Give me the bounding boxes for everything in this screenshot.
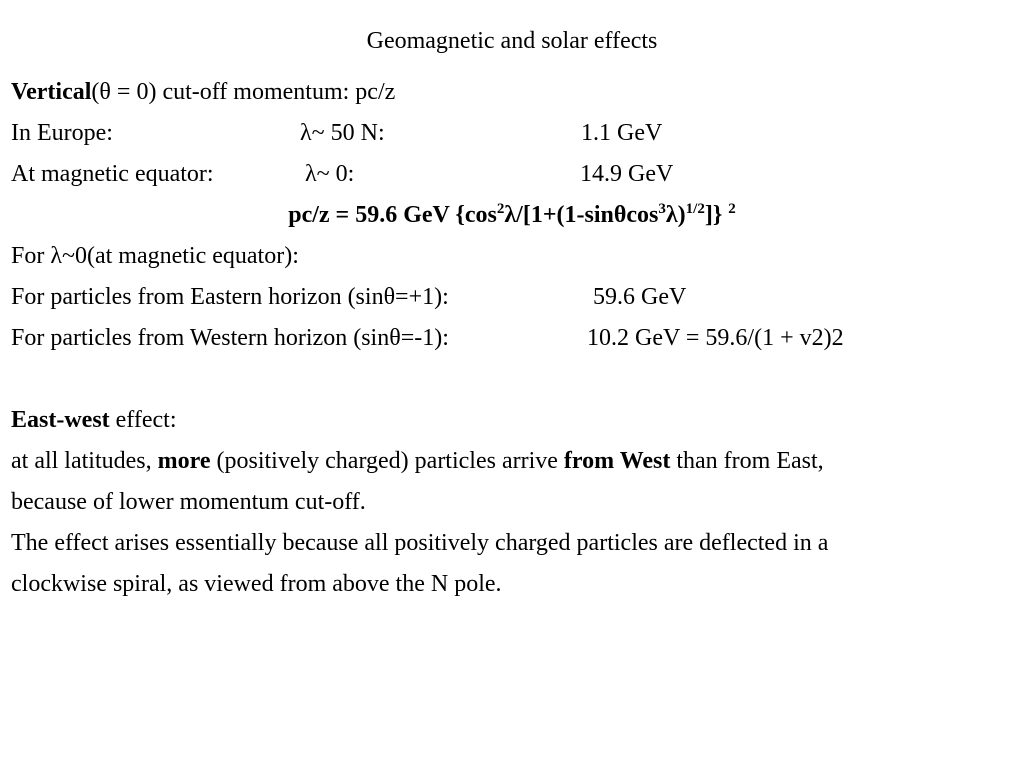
formula-part-3: λ) <box>665 202 686 228</box>
latitudes-bold-from-west: from West <box>563 448 671 474</box>
formula-part-4: ]} <box>704 202 729 228</box>
effect-line-1: The effect arises essentially because all positively charged particles are deflected in a <box>11 530 829 556</box>
europe-label: In Europe: <box>11 120 113 146</box>
europe-value: 1.1 GeV <box>581 120 663 146</box>
western-horizon-label: For particles from Western horizon (sinθ=-1): <box>11 325 449 351</box>
latitudes-text-3: than from East, <box>670 448 824 474</box>
vertical-label: Vertical <box>11 79 92 105</box>
vertical-cutoff-line <box>11 77 395 107</box>
latitudes-text-1: at all latitudes, <box>11 448 158 474</box>
eastern-horizon-line <box>11 282 1011 312</box>
eastern-horizon-value: 59.6 GeV <box>593 284 687 310</box>
equator-latitude: λ~ 0: <box>305 161 355 187</box>
east-west-label: East-west <box>11 407 110 433</box>
vertical-cutoff-text: (θ = 0) cut-off momentum: pc/z <box>91 79 396 105</box>
latitudes-bold-more: more <box>157 448 211 474</box>
europe-line <box>11 118 1011 148</box>
formula-sup-4: 2 <box>728 201 736 217</box>
effect-line-2: clockwise spiral, as viewed from above the N pole. <box>11 571 502 597</box>
slide-title: Geomagnetic and solar effects <box>366 28 658 54</box>
europe-latitude: λ~ 50 N: <box>300 120 385 146</box>
equator-label: At magnetic equator: <box>11 161 214 187</box>
because-line: because of lower momentum cut-off. <box>11 489 366 515</box>
formula-sup-1: 2 <box>496 201 505 217</box>
formula-sup-2: 3 <box>658 201 666 217</box>
equator-line <box>11 159 1011 189</box>
formula-part-2: λ/[1+(1-sinθcos <box>504 202 659 228</box>
formula-sup-3: 1/2 <box>685 201 705 217</box>
east-west-heading <box>11 405 177 435</box>
western-horizon-line <box>11 323 1011 353</box>
for-lambda-line: For λ~0(at magnetic equator): <box>11 243 299 269</box>
latitudes-line <box>11 446 824 476</box>
east-west-suffix: effect: <box>109 407 177 433</box>
eastern-horizon-label: For particles from Eastern horizon (sinθ=+1): <box>11 284 449 310</box>
equator-value: 14.9 GeV <box>580 161 674 187</box>
western-horizon-value: 10.2 GeV = 59.6/(1 + v2)2 <box>587 325 844 351</box>
formula-part-1: pc/z = 59.6 GeV {cos <box>288 202 497 228</box>
latitudes-text-2: (positively charged) particles arrive <box>210 448 564 474</box>
cutoff-formula <box>0 200 1024 230</box>
